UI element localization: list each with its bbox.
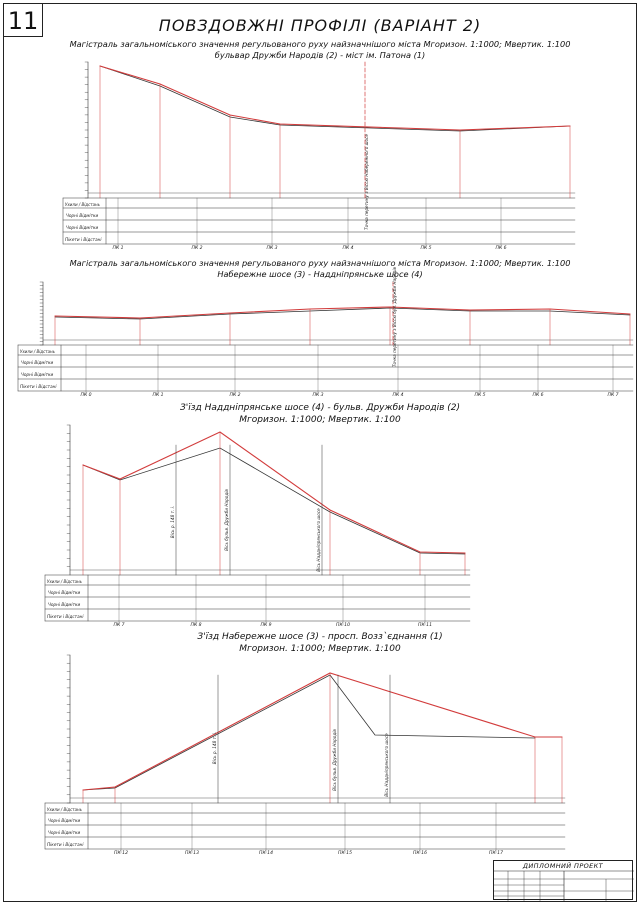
profile-4-row-label-pickets: Пікети і Відстані: [47, 842, 84, 847]
profile-3-picket-label: ПК 7: [113, 623, 125, 628]
profile-2-picket-label: ПК 1: [152, 393, 164, 398]
profile-3-heading-line-2: Мгоризон. 1:1000; Мвертик. 1:100: [239, 415, 401, 425]
profile-3-row-label-design: Чорні Відмітки: [48, 590, 81, 595]
profile-3-picket-label: ПК 10: [335, 623, 351, 628]
profile-2-picket-label: ПК 6: [532, 393, 544, 398]
profile-1-row-label-pickets: Пікети і Відстані: [65, 237, 102, 242]
profile-1-ground-line: [100, 66, 570, 131]
profile-3-picket-label: ПК 8: [190, 623, 202, 628]
profile-1-row-label-slope: Ухили / Відстань: [65, 202, 101, 207]
profile-1-picket-label: ПК 6: [495, 246, 507, 251]
stamp-title: ДИПЛОМНИЙ ПРОЕКТ: [522, 862, 604, 870]
profile-3-row-label-pickets: Пікети і Відстані: [47, 614, 84, 619]
profile-4-design-line: [83, 673, 562, 790]
profile-4-picket-label: ПК 14: [258, 851, 274, 856]
profile-4-row-label-ground: Чорні Відмітки: [48, 830, 81, 835]
profile-1-design-line: [100, 66, 570, 130]
profile-2-picket-label: ПК 3: [312, 393, 324, 398]
profile-1-intersection-note: Точка перетину з Віссю Набережного шосе: [364, 134, 369, 230]
profile-1-heading-line-2: бульвар Дружби Народів (2) - міст ім. Патона (1): [214, 50, 426, 60]
profile-3-picket-label: ПК 11: [417, 623, 433, 628]
profile-1-picket-label: ПК 4: [342, 246, 354, 251]
profile-1-row-label-ground: Чорні Відмітки: [66, 225, 99, 230]
profile-3-ground-line: [83, 448, 465, 554]
profile-2-heading-line-2: Набережне шосе (3) - Наддніпрянське шосе (4): [217, 269, 423, 279]
profile-4-row-label-design: Чорні Відмітки: [48, 818, 81, 823]
profile-1-picket-label: ПК 5: [420, 246, 432, 251]
profile-3-row-label-ground: Чорні Відмітки: [48, 602, 81, 607]
profile-4-row-label-slope: Ухили / Відстань: [47, 807, 83, 812]
profile-2-ground-line: [55, 308, 630, 319]
profile-1-heading-line-1: Магістраль загальноміського значення регульованого руху найзначнішого міста Мгоризон. 1:1000; Мвертик. 1:100: [69, 39, 571, 49]
profile-3-heading-line-1: З'їзд Наддніпрянське шосе (4) - бульв. Дружби Народів (2): [179, 403, 461, 413]
profile-2-picket-label: ПК 4: [392, 393, 404, 398]
profile-4-heading-line-1: З'їзд Набережне шосе (3) - просп. Возз`єднання (1): [197, 632, 443, 642]
profile-4-axis-note: Вісь Наддніпрянського шосе: [384, 733, 389, 797]
profile-4-heading-line-2: Мгоризон. 1:1000; Мвертик. 1:100: [239, 644, 401, 654]
profile-2-picket-label: ПК 7: [607, 393, 619, 398]
main-title: ПОВЗДОВЖНІ ПРОФІЛІ (ВАРІАНТ 2): [158, 16, 482, 35]
profile-4-picket-label: ПК 16: [412, 851, 428, 856]
profile-2-intersection-note: Точка перетину з Віссю бул. Дружби Народів: [392, 266, 397, 368]
profile-2-picket-label: ПК 5: [474, 393, 486, 398]
profile-4-ground-line: [83, 675, 535, 790]
sheet-number: 11: [3, 3, 43, 37]
profile-4-axis-note: Вісь р. 148 т. і.: [212, 731, 217, 765]
profile-2-picket-label: ПК 0: [80, 393, 92, 398]
profile-4-picket-label: ПК 17: [488, 851, 504, 856]
profile-3-axis-note: Вісь Наддніпрянського шосе: [316, 508, 321, 572]
profile-2-picket-label: ПК 2: [229, 393, 241, 398]
profile-3-design-line: [83, 432, 465, 553]
profile-2-row-label-ground: Чорні Відмітки: [21, 372, 54, 377]
profile-1-picket-label: ПК 3: [266, 246, 278, 251]
profile-2-row-label-pickets: Пікети і Відстані: [20, 384, 57, 389]
profile-4-picket-label: ПК 12: [113, 851, 129, 856]
profile-3-row-label-slope: Ухили / Відстань: [47, 579, 83, 584]
profile-2-row-label-design: Чорні Відмітки: [21, 360, 54, 365]
profile-3-axis-note: Вісь р. 148 т. і.: [170, 505, 175, 539]
profile-1-picket-label: ПК 2: [191, 246, 203, 251]
profile-3-picket-label: ПК 9: [260, 623, 272, 628]
profile-1-row-label-design: Чорні Відмітки: [66, 213, 99, 218]
profile-4-picket-label: ПК 13: [184, 851, 200, 856]
profile-2-row-label-slope: Ухили / Відстань: [20, 349, 56, 354]
profile-4-picket-label: ПК 15: [337, 851, 353, 856]
profile-2-heading-line-1: Магістраль загальноміського значення регульованого руху найзначнішого міста Мгоризон. 1:1000; Мвертик. 1:100: [69, 258, 571, 268]
profile-4-axis-note: Вісь бульв. Дружби Народів: [332, 729, 337, 791]
profile-2-design-line: [55, 307, 630, 318]
profile-3-axis-note: Вісь бульв. Дружби Народів: [224, 489, 229, 551]
profile-1-picket-label: ПК 1: [112, 246, 124, 251]
